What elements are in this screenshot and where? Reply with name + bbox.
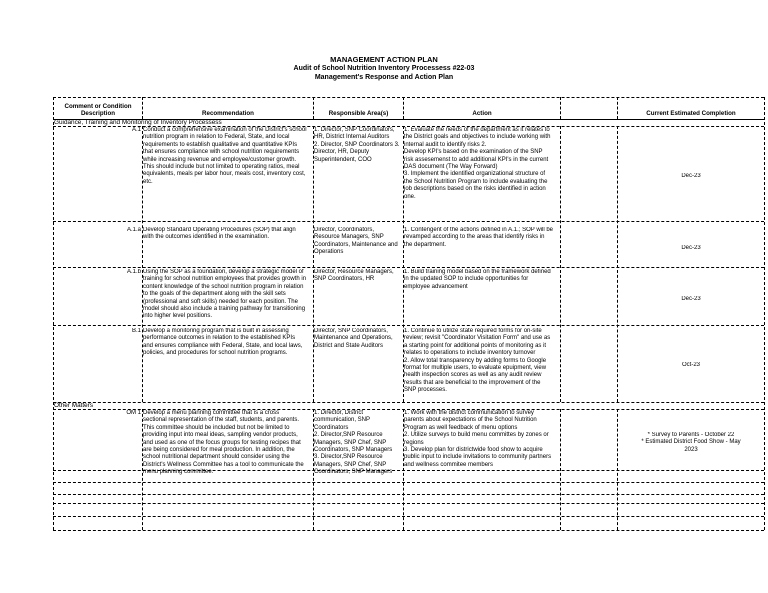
completion-date: Oct-23 xyxy=(681,362,700,368)
completion-date: * Survey to Parents - October 22 * Estimated District Food Show - May 2023 xyxy=(641,432,741,453)
row-divider xyxy=(53,221,764,222)
action-text: 1. Continue to utilize state required forms for on-site review; revisit "Coordinator Visitation Form" and use as a starting point for additional points of monitoring as it relates to operations to include inventory turnover 2. Allow total transparency by adding forms to Google format for multiple users, to evaluate epuipment, view health inspection scores as well as any audit review results that are beneficial to the improvement of the SNP processes. xyxy=(404,328,551,394)
column-border xyxy=(764,97,765,530)
responsible-text: Director, Coordinators, Resource Managers, SNP Coordinators, Maintenance and Operations xyxy=(314,227,398,256)
responsible-text: 1. Director, District communication, SNP Coordinators 2. Director,SNP Resource Managers, SNP Chef, SNP Coordinators, SNP Managers 3. Director,SNP Resource Managers, SNP Chef, SNP Coordinators, SNP Managers xyxy=(314,410,393,476)
row-divider xyxy=(53,267,764,268)
row-divider xyxy=(53,325,764,326)
column-border xyxy=(560,409,561,530)
section-guidance: Guidance, Training and Monitoring of Inventory Processess xyxy=(54,119,222,126)
column-border xyxy=(560,126,561,402)
completion-date: Dec-23 xyxy=(681,245,701,251)
row-id: A.1.a xyxy=(126,227,141,233)
recommendation-text: Develop Standard Operating Procedures (SOP) that align with the outcomes identified in the examination. xyxy=(143,227,296,241)
column-border xyxy=(617,126,618,402)
column-border xyxy=(313,126,314,402)
recommendation-text: Conduct a comprehensive examination of the District's school nutrition program in relation to Federal, State, and local requirements to establish qualitative and quantitative KPIs that ensures compliance with school nutrition requirements while increasing revenue and employee/customer growth. This should include but not limited to operating ratios, meal equivalents, meals per labor hour, meals cost, inventory cost, etc. xyxy=(143,127,307,185)
completion-date: Dec-23 xyxy=(681,296,701,302)
document-title: MANAGEMENT ACTION PLAN xyxy=(330,55,438,64)
table-bottom-border xyxy=(53,530,764,531)
column-border xyxy=(53,97,54,530)
column-border xyxy=(560,97,561,119)
document-subtitle-2: Management's Response and Action Plan xyxy=(314,74,454,81)
document-titles xyxy=(0,55,768,82)
responsible-text: 1. Director, SNP Coordinators, HR, District Internal Auditors 2. Director, SNP Coordinators 3. Director, HR, Deputy Superintendent, COO xyxy=(314,127,400,163)
action-text: 1. Work with the district communication to survey parents about expectations of the School Nutrition Program as well feedback of menu options 2. Utilize surveys to build menu committes by zones or regions 3. Develop plan for districtwide food show to acquire public input to include invitations to community partners and wellness commitee members xyxy=(404,410,552,468)
row-divider xyxy=(53,494,764,495)
row-divider xyxy=(53,516,764,517)
row-id: A.1 xyxy=(131,127,141,133)
header-comment-line1: Comment or Condition xyxy=(64,103,132,110)
section-other-matters: Other Matters xyxy=(54,402,94,409)
responsible-text: Director, Resource Managers, SNP Coordinators, HR xyxy=(314,269,394,283)
responsible-text: Director, SNP Coordinators, Maintenance and Operations, District and State Auditors xyxy=(314,328,393,349)
recommendation-text: Develop a menu planning committee that is a cross sectional representation of the staff, students, and parents. This committee should be included but not be limited to providing input into meal ideas, sampling vendor products, and used as one of the focus groups for testing recipes that are being considered for meal production. In addition, the school nutritional department should consider using the District's Wellness Committee has a tool to communicate the menu planning committee. xyxy=(143,410,304,476)
action-text: 1. Build training model based on the framework defined in the updated SOP to include opportunities for employee advancement xyxy=(404,269,551,290)
row-id: OM 1 xyxy=(126,410,141,416)
header-action: Action xyxy=(472,110,492,117)
header-completion: Current Estimated Completion xyxy=(646,110,736,117)
row-divider xyxy=(53,503,764,504)
header-responsible: Responsible Area(s) xyxy=(328,110,389,117)
header-comment xyxy=(54,103,142,117)
document-subtitle: Audit of School Nutrition Inventory Processess #22-03 xyxy=(293,65,475,72)
row-divider xyxy=(53,482,764,483)
row-id: B.1 xyxy=(131,328,141,334)
recommendation-text: Develop a monitoring program that is built in assessing performance outcomes in relation to the established KPIs and ensures compliance with Federal, State, and local laws, policies, and procedures for school nutrition programs. xyxy=(143,328,303,357)
table-top-border xyxy=(53,97,764,98)
header-recommendation: Recommendation xyxy=(202,110,254,117)
action-text: 1. Evaluate the needs of the department as it relates to the District goals and objectives to include working with internal audit to identify risks 2. Develop KPI's based on the examination of the SNP risk assesemenst to add additional KPI's in the current DAS document (The Way Forward) 3. Implement the identified organizational structure of the School Nutrition Program to include evaluating the job descriptions based on the risks identified in action one. xyxy=(404,127,551,200)
column-border xyxy=(617,409,618,530)
row-id: A.1.b xyxy=(126,269,141,275)
completion-date: Dec-23 xyxy=(681,173,701,179)
action-text: 1. Contengent of the actions defined in A.1.; SOP will be revamped according to the areas that identify risks in the department. xyxy=(404,227,553,248)
row-divider xyxy=(53,402,764,403)
header-comment-line2: Description xyxy=(80,110,116,117)
recommendation-text: Using the SOP as a foundation, develop a strategic model of training for school nutrition employees that provides growth in content knowledge of the school nutrition program in relation to the goals of the department along with the skill sets (professional and soft skills) needed for each position. The model should also include a training pathway for transitioning into higher level positions. xyxy=(143,269,307,320)
